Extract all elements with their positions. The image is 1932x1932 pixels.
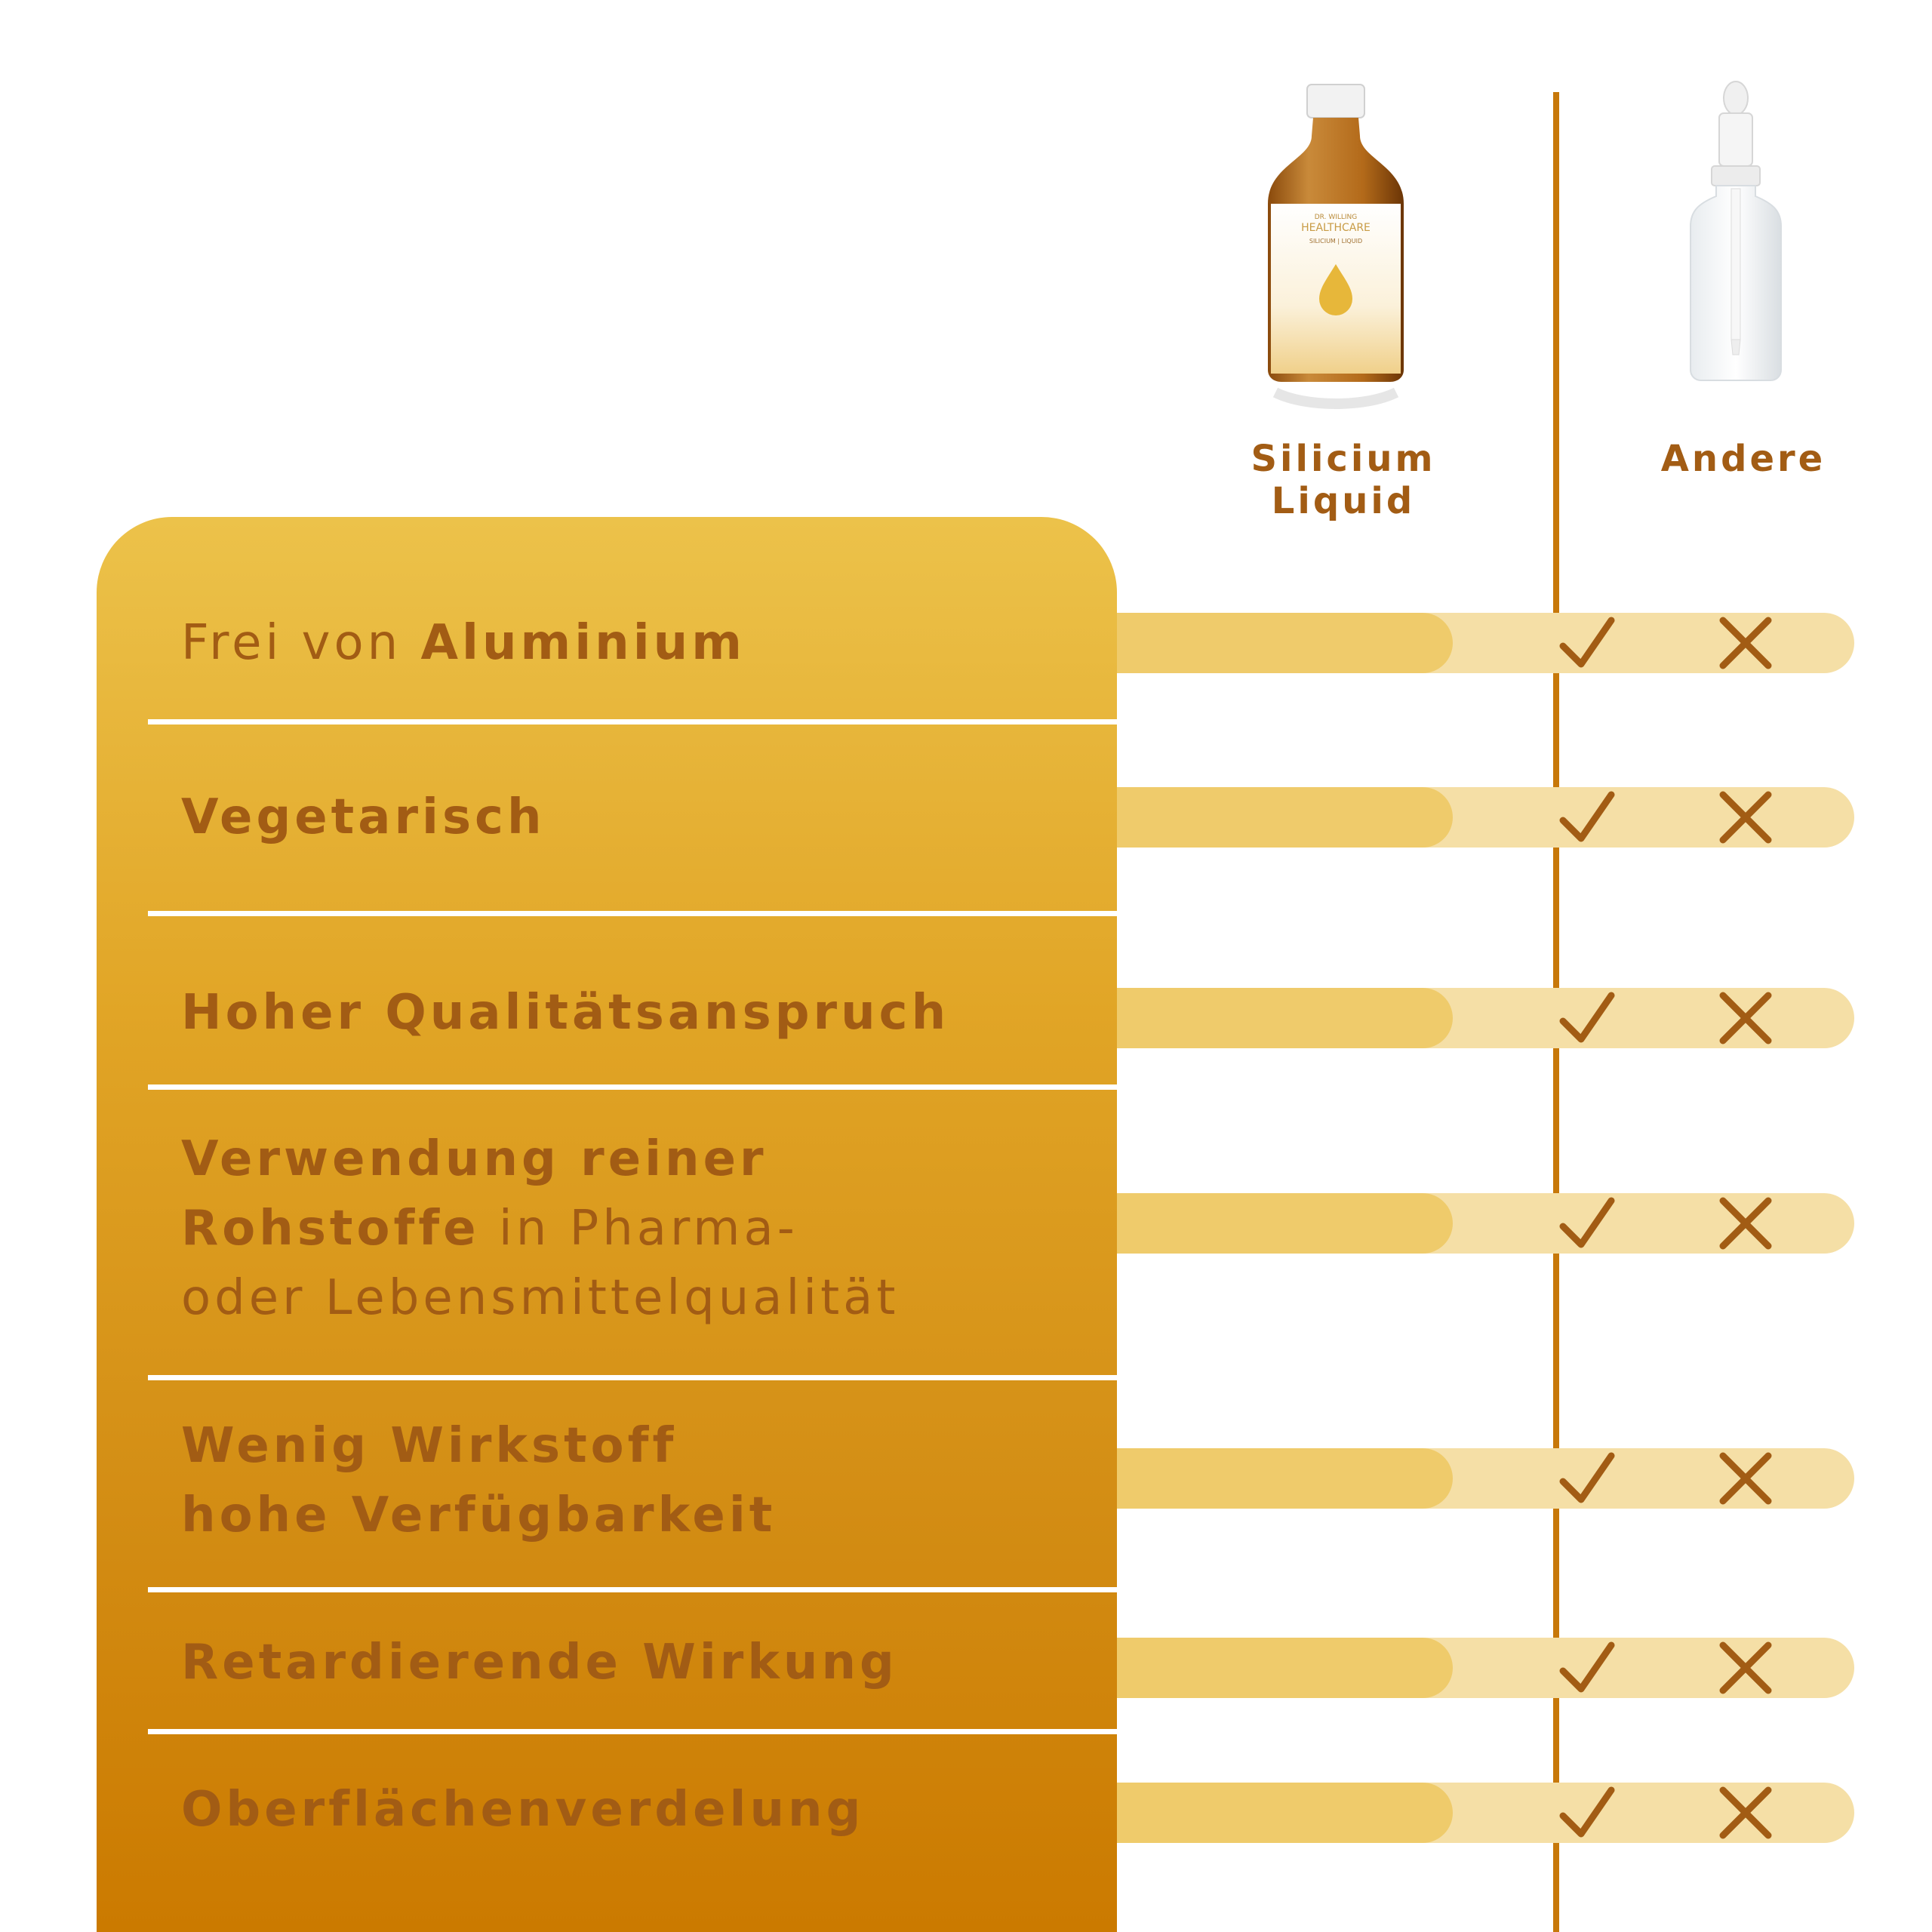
label-text-bold: Aluminium	[420, 615, 746, 671]
check-icon	[1558, 614, 1616, 672]
check-icon	[1558, 1195, 1616, 1252]
ours-track	[1117, 613, 1453, 673]
cross-icon	[1718, 1786, 1773, 1840]
comparison-track	[1117, 1783, 1854, 1843]
comparison-track	[1117, 1638, 1854, 1698]
ours-track	[1117, 1193, 1453, 1254]
feature-label-rohstoffe	[181, 1124, 1072, 1333]
row-divider	[148, 1587, 1117, 1592]
label-text: in Pharma-	[479, 1201, 798, 1257]
feature-label-qualitaet	[181, 978, 1072, 1048]
bottle-brand: HEALTHCARE	[1301, 222, 1371, 234]
ours-track	[1117, 1783, 1453, 1843]
row-divider	[148, 1375, 1117, 1380]
row-divider	[148, 719, 1117, 724]
check-icon	[1558, 1639, 1616, 1697]
ours-track	[1117, 988, 1453, 1048]
label-text-bold: Hoher Qualitätsanspruch	[181, 985, 950, 1041]
label-text-bold: Oberflächenverdelung	[181, 1782, 865, 1838]
cross-icon	[1718, 1196, 1773, 1251]
feature-label-wirkstoff	[181, 1411, 1072, 1550]
comparison-track	[1117, 1193, 1854, 1254]
feature-label-aluminium	[181, 608, 1072, 678]
row-divider	[148, 1729, 1117, 1734]
cross-icon	[1718, 1451, 1773, 1506]
label-text-bold: Verwendung reiner	[181, 1131, 768, 1187]
check-icon	[1558, 989, 1616, 1047]
label-text: oder Lebensmittelqualität	[181, 1270, 900, 1326]
label-text-bold: Retardierende Wirkung	[181, 1635, 898, 1690]
comparison-track	[1117, 787, 1854, 848]
cross-icon	[1718, 616, 1773, 670]
label-text-bold: Wenig Wirkstoff	[181, 1418, 678, 1474]
cross-icon	[1718, 991, 1773, 1045]
ours-track	[1117, 1448, 1453, 1509]
ours-track	[1117, 1638, 1453, 1698]
comparison-track	[1117, 988, 1854, 1048]
bottle-product-name: SILICIUM | LIQUID	[1309, 238, 1363, 245]
row-divider	[148, 1084, 1117, 1090]
row-divider	[148, 911, 1117, 916]
column-header-silicium-liquid: Silicium Liquid	[1251, 438, 1436, 522]
cross-icon	[1718, 1641, 1773, 1695]
generic-dropper-bottle-image	[1683, 75, 1789, 408]
bottle-brand-small: DR. WILLING	[1314, 214, 1358, 221]
label-text-bold: hohe Verfügbarkeit	[181, 1487, 777, 1543]
column-header-andere: Andere	[1660, 438, 1826, 480]
check-icon	[1558, 1784, 1616, 1841]
label-text: Frei von	[181, 615, 421, 671]
silicium-liquid-bottle-image	[1260, 75, 1411, 430]
label-text-bold: Vegetarisch	[181, 789, 546, 845]
comparison-track	[1117, 613, 1854, 673]
check-icon	[1558, 789, 1616, 846]
comparison-track	[1117, 1448, 1854, 1509]
check-icon	[1558, 1450, 1616, 1507]
feature-label-oberflaeche	[181, 1775, 1072, 1844]
feature-label-retard	[181, 1628, 1072, 1697]
cross-icon	[1718, 790, 1773, 844]
ours-track	[1117, 787, 1453, 848]
label-text-bold: Rohstoffe	[181, 1201, 480, 1257]
feature-label-vegetarisch	[181, 783, 1072, 852]
